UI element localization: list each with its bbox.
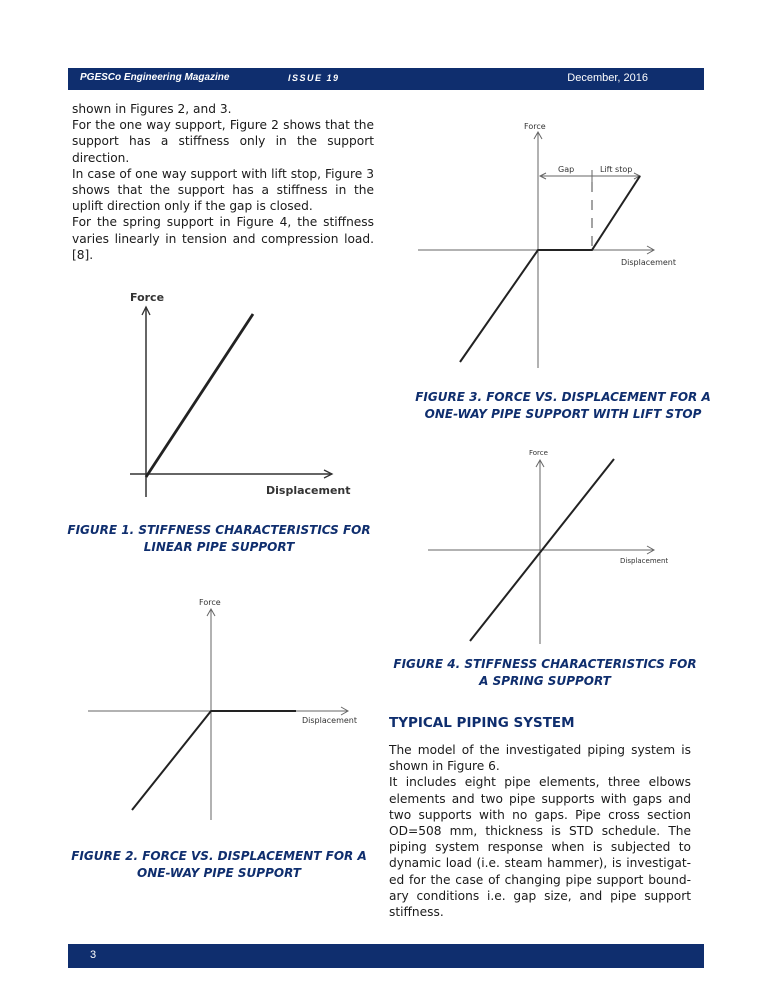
- paragraph: It includes eight pipe elements, three elbows elements and two pipe supports with gaps and two supports with no gaps. Pipe cross section OD=508 mm, thickness is STD schedule. The piping system response when is subjected to dynamic load (i.e. steam hammer), is investigat-ed for the case of changing pipe support bound-ary conditions i.e. gap size, and pipe support stiffness.: [389, 775, 691, 920]
- figure-2-x-axis-label: Displacement: [302, 716, 357, 725]
- issue-number: ISSUE 19: [288, 73, 340, 83]
- figure-1-caption-line-2: LINEAR PIPE SUPPORT: [143, 540, 295, 554]
- figure-1-caption-line-1: FIGURE 1. STIFFNESS CHARACTERISTICS FOR: [67, 523, 371, 537]
- figure-2-diagram: [86, 595, 358, 825]
- figure-3-y-axis-label: Force: [524, 122, 546, 131]
- figure-3-caption: [410, 389, 716, 423]
- figure-3-gap-label: Gap: [558, 165, 575, 174]
- figure-4-y-axis-label: Force: [529, 449, 548, 457]
- figure-2-caption-line-1: FIGURE 2. FORCE VS. DISPLACEMENT FOR A: [71, 849, 367, 863]
- header-bar: [68, 68, 704, 90]
- figure-3-response-curve: [460, 176, 640, 362]
- figure-4-caption-line-2: A SPRING SUPPORT: [479, 674, 611, 688]
- paragraph: For the one way support, Figure 2 shows that the support has a stiffness only in the support direction.: [72, 118, 374, 165]
- figure-3-x-axis-label: Displacement: [621, 258, 676, 267]
- figure-3-diagram: [418, 118, 688, 370]
- figure-3-caption-line-2: ONE-WAY PIPE SUPPORT WITH LIFT STOP: [424, 407, 702, 421]
- figure-1-y-axis-label: Force: [130, 291, 165, 304]
- footer-bar: [68, 944, 704, 968]
- figure-4-caption-line-1: FIGURE 4. STIFFNESS CHARACTERISTICS FOR: [393, 657, 697, 671]
- paragraph: In case of one way support with lift stop, Figure 3 shows that the support has a stiffness in the uplift direction only if the gap is closed.: [72, 166, 374, 214]
- section-heading: TYPICAL PIPING SYSTEM: [389, 715, 575, 731]
- paragraph: For the spring support in Figure 4, the stiffness varies linearly in tension and compression load. [8].: [72, 215, 374, 262]
- figure-3-caption-line-1: FIGURE 3. FORCE VS. DISPLACEMENT FOR A: [415, 390, 711, 404]
- figure-4-x-axis-label: Displacement: [620, 557, 669, 565]
- figure-1-stiffness-line: [146, 314, 253, 477]
- figure-2-y-axis-label: Force: [199, 598, 221, 607]
- figure-2-response-curve: [132, 711, 296, 810]
- figure-4-caption: [390, 656, 700, 690]
- magazine-title: PGESCo Engineering Magazine: [80, 72, 230, 83]
- issue-date: December, 2016: [567, 72, 648, 84]
- figure-1-x-axis-label: Displacement: [266, 484, 351, 497]
- figure-1-caption: [62, 522, 376, 556]
- figure-2-caption-line-2: ONE-WAY PIPE SUPPORT: [137, 866, 301, 880]
- paragraph: shown in Figures 2, and 3.: [72, 102, 232, 116]
- figure-4-diagram: [428, 446, 676, 646]
- figure-1-diagram: [110, 285, 350, 505]
- page-number: 3: [90, 949, 97, 961]
- left-column-text: [72, 101, 374, 263]
- figure-2-caption: [62, 848, 376, 882]
- paragraph: The model of the investigated piping system is shown in Figure 6.: [389, 743, 691, 774]
- right-column-text: [389, 742, 691, 920]
- figure-3-lift-stop-label: Lift stop: [600, 165, 633, 174]
